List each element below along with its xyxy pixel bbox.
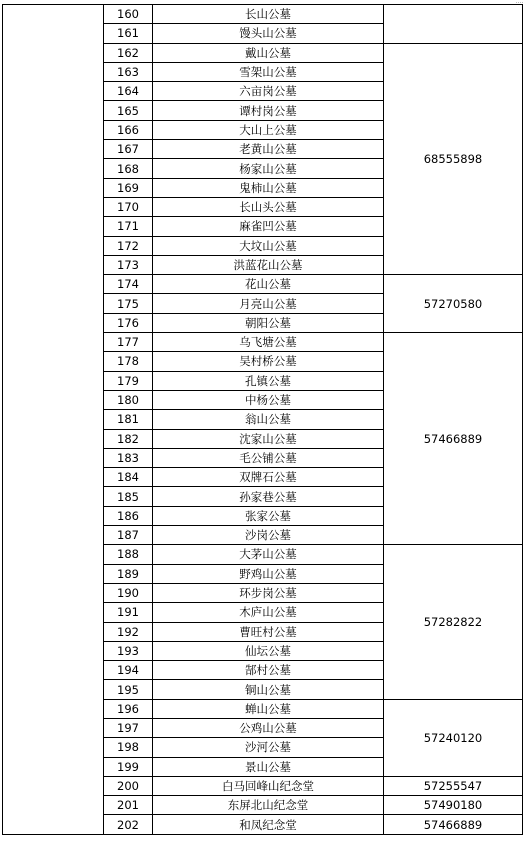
cemetery-name: 老黄山公墓 xyxy=(153,140,384,159)
cemetery-name: 沙岗公墓 xyxy=(153,526,384,545)
cemetery-name: 六亩岗公墓 xyxy=(153,82,384,101)
cemetery-name: 鬼柿山公墓 xyxy=(153,178,384,197)
phone-cell: 57282822 xyxy=(384,545,523,699)
cemetery-name: 双牌石公墓 xyxy=(153,468,384,487)
cemetery-name: 野鸡山公墓 xyxy=(153,564,384,583)
cemetery-name: 谭村岗公墓 xyxy=(153,101,384,120)
row-number: 167 xyxy=(104,140,153,159)
row-number: 197 xyxy=(104,718,153,737)
cemetery-name: 长山头公墓 xyxy=(153,197,384,216)
row-number: 198 xyxy=(104,738,153,757)
cemetery-name: 吴村桥公墓 xyxy=(153,352,384,371)
row-number: 195 xyxy=(104,680,153,699)
cemetery-name: 乌飞塘公墓 xyxy=(153,333,384,352)
cemetery-name: 和凤纪念堂 xyxy=(153,815,384,834)
row-number: 175 xyxy=(104,294,153,313)
row-number: 191 xyxy=(104,603,153,622)
row-number: 178 xyxy=(104,352,153,371)
cemetery-name: 孙家巷公墓 xyxy=(153,487,384,506)
cemetery-name: 景山公墓 xyxy=(153,757,384,776)
cemetery-name: 长山公墓 xyxy=(153,5,384,24)
phone-cell: 57255547 xyxy=(384,776,523,795)
cemetery-name: 沙河公墓 xyxy=(153,738,384,757)
cemetery-name: 沈家山公墓 xyxy=(153,429,384,448)
cemetery-name: 蝉山公墓 xyxy=(153,699,384,718)
row-number: 200 xyxy=(104,776,153,795)
row-number: 164 xyxy=(104,82,153,101)
row-number: 199 xyxy=(104,757,153,776)
table-body xyxy=(3,5,523,835)
row-number: 192 xyxy=(104,622,153,641)
row-number: 168 xyxy=(104,159,153,178)
region-cell xyxy=(3,5,104,835)
row-number: 161 xyxy=(104,24,153,43)
row-number: 166 xyxy=(104,120,153,139)
cemetery-name: 东屏北山纪念堂 xyxy=(153,796,384,815)
cemetery-name: 花山公墓 xyxy=(153,275,384,294)
cemetery-name: 张家公墓 xyxy=(153,506,384,525)
phone-cell: 68555898 xyxy=(384,43,523,275)
row-number: 176 xyxy=(104,313,153,332)
row-number: 184 xyxy=(104,468,153,487)
cemetery-name: 月亮山公墓 xyxy=(153,294,384,313)
row-number: 180 xyxy=(104,390,153,409)
row-number: 183 xyxy=(104,448,153,467)
cemetery-name: 戴山公墓 xyxy=(153,43,384,62)
cemetery-name: 杨家山公墓 xyxy=(153,159,384,178)
row-number: 194 xyxy=(104,661,153,680)
cemetery-name: 翁山公墓 xyxy=(153,410,384,429)
row-number: 187 xyxy=(104,526,153,545)
row-number: 162 xyxy=(104,43,153,62)
phone-cell: 57466889 xyxy=(384,333,523,545)
cemetery-name: 木庐山公墓 xyxy=(153,603,384,622)
phone-cell: 57466889 xyxy=(384,815,523,834)
row-number: 193 xyxy=(104,641,153,660)
phone-cell: 57490180 xyxy=(384,796,523,815)
row-number: 174 xyxy=(104,275,153,294)
cemetery-name: 孔镇公墓 xyxy=(153,371,384,390)
cemetery-name: 公鸡山公墓 xyxy=(153,718,384,737)
cemetery-name: 环步岗公墓 xyxy=(153,583,384,602)
cemetery-name: 铜山公墓 xyxy=(153,680,384,699)
phone-cell: 57270580 xyxy=(384,275,523,333)
cemetery-name: 馒头山公墓 xyxy=(153,24,384,43)
row-number: 172 xyxy=(104,236,153,255)
row-number: 173 xyxy=(104,255,153,274)
cemetery-name: 曹旺村公墓 xyxy=(153,622,384,641)
phone-cell: 57240120 xyxy=(384,699,523,776)
row-number: 169 xyxy=(104,178,153,197)
cemetery-name: 洪蓝花山公墓 xyxy=(153,255,384,274)
cemetery-name: 白马回峰山纪念堂 xyxy=(153,776,384,795)
row-number: 181 xyxy=(104,410,153,429)
row-number: 185 xyxy=(104,487,153,506)
row-number: 170 xyxy=(104,197,153,216)
cemetery-name: 大茅山公墓 xyxy=(153,545,384,564)
row-number: 190 xyxy=(104,583,153,602)
row-number: 188 xyxy=(104,545,153,564)
cemetery-name: 朝阳公墓 xyxy=(153,313,384,332)
row-number: 189 xyxy=(104,564,153,583)
row-number: 160 xyxy=(104,5,153,24)
row-number: 171 xyxy=(104,217,153,236)
cemetery-table xyxy=(2,4,523,835)
cemetery-name: 大山上公墓 xyxy=(153,120,384,139)
row-number: 201 xyxy=(104,796,153,815)
cemetery-name: 中杨公墓 xyxy=(153,390,384,409)
row-number: 196 xyxy=(104,699,153,718)
cemetery-name: 麻雀凹公墓 xyxy=(153,217,384,236)
cemetery-name: 郜村公墓 xyxy=(153,661,384,680)
cemetery-name: 毛公铺公墓 xyxy=(153,448,384,467)
row-number: 179 xyxy=(104,371,153,390)
cemetery-name: 大坟山公墓 xyxy=(153,236,384,255)
cemetery-name: 雪架山公墓 xyxy=(153,62,384,81)
row-number: 163 xyxy=(104,62,153,81)
row-number: 186 xyxy=(104,506,153,525)
table-row xyxy=(3,5,523,24)
row-number: 177 xyxy=(104,333,153,352)
row-number: 202 xyxy=(104,815,153,834)
cemetery-name: 仙坛公墓 xyxy=(153,641,384,660)
row-number: 165 xyxy=(104,101,153,120)
phone-cell xyxy=(384,5,523,44)
row-number: 182 xyxy=(104,429,153,448)
